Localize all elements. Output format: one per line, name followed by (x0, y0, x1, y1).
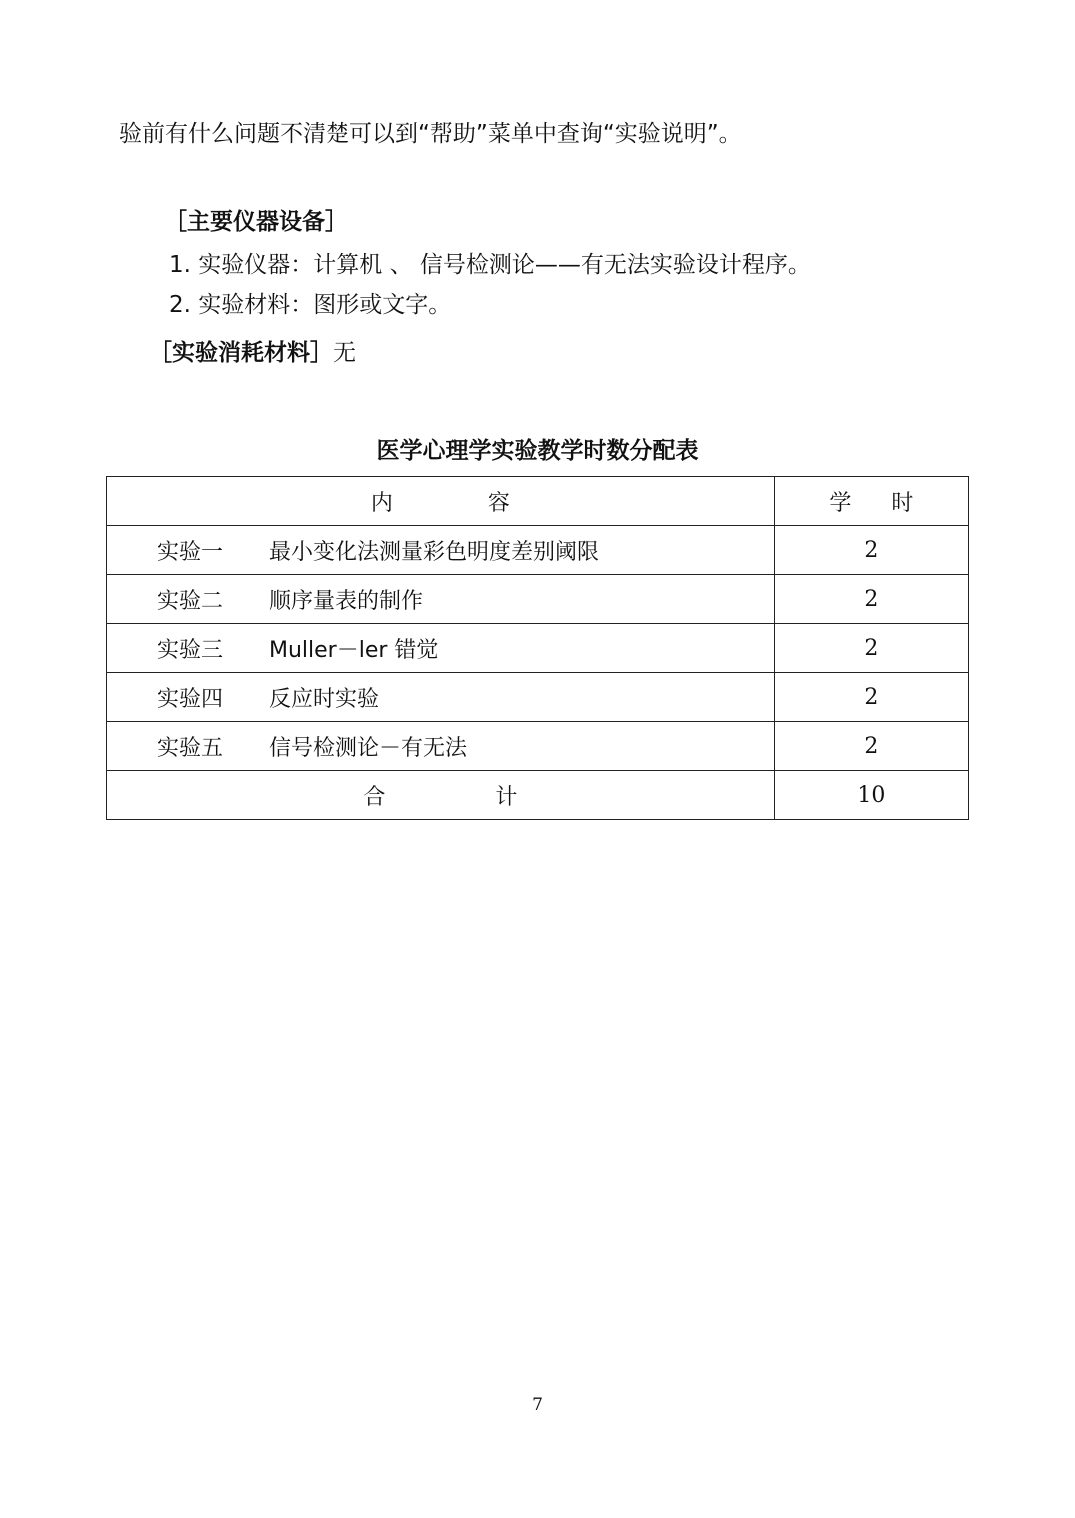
consumables-label: ［实验消耗材料］ (149, 340, 333, 366)
total-label-char-1: 合 (363, 784, 386, 810)
consumables-line (149, 338, 356, 368)
row-hours: 2 (774, 624, 968, 673)
header-content-char-1: 内 (370, 490, 393, 516)
table-row (107, 722, 969, 771)
row-name: 信号检测论－有无法 (269, 735, 468, 761)
consumables-value: 无 (333, 340, 356, 366)
row-hours: 2 (774, 673, 968, 722)
row-content (107, 722, 775, 771)
total-label (107, 771, 775, 820)
row-content (107, 624, 775, 673)
equipment-heading: ［主要仪器设备］ (164, 209, 348, 235)
table-row (107, 526, 969, 575)
total-hours: 10 (774, 771, 968, 820)
table-row (107, 575, 969, 624)
table-header-row (107, 477, 969, 526)
equipment-item-materials: 2. 实验材料：图形或文字。 (169, 292, 452, 318)
table-total-row (107, 771, 969, 820)
header-hours (774, 477, 968, 526)
row-label: 实验四 (157, 686, 224, 712)
row-hours: 2 (774, 526, 968, 575)
page-number: 7 (532, 1395, 543, 1415)
row-label: 实验一 (157, 539, 224, 565)
hours-allocation-table (106, 476, 969, 820)
intro-paragraph: 验前有什么问题不清楚可以到“帮助”菜单中查询“实验说明”。 (119, 121, 742, 147)
header-content-char-2: 容 (487, 490, 510, 516)
row-content (107, 673, 775, 722)
row-label: 实验二 (157, 588, 224, 614)
header-hours-char-2: 时 (891, 490, 914, 516)
row-name: 反应时实验 (269, 686, 380, 712)
row-name: Muller－ler 错觉 (269, 637, 439, 663)
table-title: 医学心理学实验教学时数分配表 (376, 438, 699, 464)
row-label: 实验三 (157, 637, 224, 663)
header-hours-char-1: 学 (829, 490, 852, 516)
total-label-char-2: 计 (495, 784, 518, 810)
row-name: 顺序量表的制作 (269, 588, 424, 614)
equipment-item-instruments: 1. 实验仪器：计算机 、 信号检测论——有无法实验设计程序。 (169, 252, 811, 278)
table-row (107, 624, 969, 673)
row-hours: 2 (774, 722, 968, 771)
row-content (107, 526, 775, 575)
table-row (107, 673, 969, 722)
row-content (107, 575, 775, 624)
row-hours: 2 (774, 575, 968, 624)
row-name: 最小变化法测量彩色明度差别阈限 (269, 539, 600, 565)
header-content (107, 477, 775, 526)
row-label: 实验五 (157, 735, 224, 761)
